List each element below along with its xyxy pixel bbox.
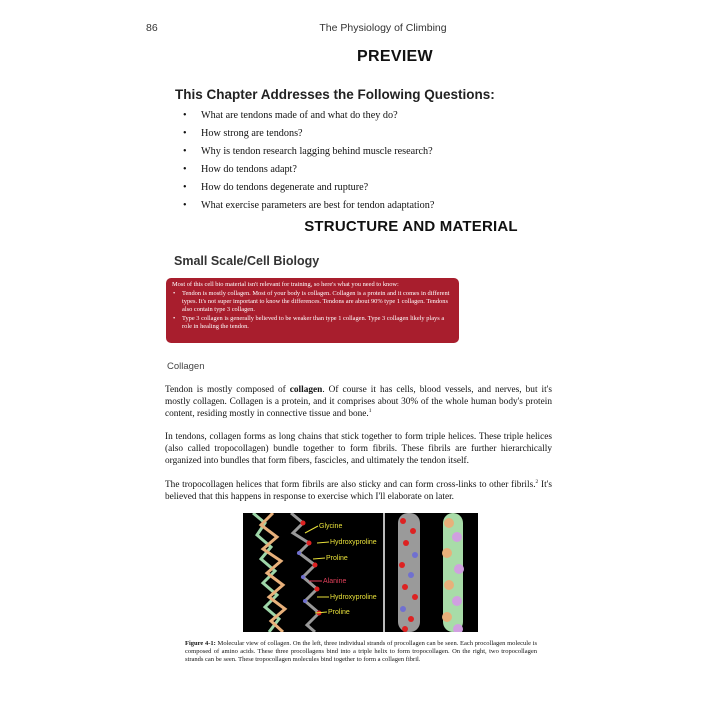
callout-item: [172, 315, 453, 331]
callout-text: Tendon is mostly collagen. Most of your body is collagen. Collagen is a protein and it comes in different types. It's not super important to know the differences. Tendons are about 90% type 1 collagen. Tendons also contain type 3 collagen.: [182, 290, 450, 313]
bullet-icon: •: [183, 128, 187, 139]
label-alanine: Alanine: [323, 578, 347, 585]
text: It's believed that this happens in response to exercise which I'll elaborate on later.: [165, 480, 552, 503]
text: Tendon is mostly composed of: [165, 385, 290, 395]
callout-item: [172, 290, 453, 314]
paragraph: In tendons, collagen forms as long chains that stick together to form triple helices. These triple helices (also called tropocollagen) bundle together to form fibrils. These fibrils are further hierarchically organized into bundles that form fibers, fascicles, and ultimately the tendon itself.: [165, 432, 552, 467]
question-item: [180, 197, 434, 215]
collagen-figure: [243, 513, 478, 632]
label-hydroxyproline-2: Hydroxyproline: [330, 594, 377, 601]
questions-heading: This Chapter Addresses the Following Questions:: [175, 87, 495, 102]
bullet-icon: •: [173, 315, 176, 322]
question-item: [180, 125, 434, 143]
question-text: What are tendons made of and what do they do?: [201, 110, 398, 121]
question-item: [180, 179, 434, 197]
question-text: Why is tendon research lagging behind muscle research?: [201, 146, 433, 157]
label-proline-2: Proline: [328, 609, 350, 616]
caption-text: Molecular view of collagen. On the left, three individual strands of procollagen can be seen. Each procollagen molecule is composed of amino acids. These three procollagens bind into a triple helix to form tropocollagen. On the right, two tropocollagen strands can be seen. These tropocollagen molecules bind together to form a collagen fibril.: [185, 640, 538, 664]
subsection-title: Small Scale/Cell Biology: [174, 254, 320, 268]
bullet-icon: •: [183, 146, 187, 157]
bullet-icon: •: [183, 110, 187, 121]
bullet-icon: •: [183, 164, 187, 175]
collagen-heading: Collagen: [167, 361, 205, 372]
footnote-ref[interactable]: 1: [368, 408, 372, 415]
caption-label: Figure 4-1:: [185, 640, 216, 647]
text: . Of course it has cells, blood vessels, and nerves, but it's mostly collagen. Collagen is a protein, and it comprises about 30% of the whole human body's protein content, residing mostly in connective tissue and bone.: [165, 385, 552, 420]
callout-text: Type 3 collagen is generally believed to be weaker than type 1 collagen. Type 3 collagen likely plays a role in healing the tendon.: [182, 315, 445, 330]
label-proline: Proline: [326, 555, 348, 562]
callout-intro: Most of this cell bio material isn't relevant for training, so here's what you need to know:: [172, 281, 399, 288]
paragraph: [165, 384, 552, 421]
figure-caption: [185, 640, 537, 665]
molecular-illustration: [243, 513, 478, 632]
paragraph: [165, 479, 552, 503]
question-item: [180, 161, 434, 179]
bullet-icon: •: [173, 290, 176, 297]
question-text: How do tendons adapt?: [201, 164, 297, 175]
callout-list: [172, 290, 453, 331]
question-item: [180, 143, 434, 161]
questions-list: [180, 107, 434, 215]
label-glycine: Glycine: [319, 523, 343, 530]
running-title: The Physiology of Climbing: [319, 22, 447, 34]
question-text: How do tendons degenerate and rupture?: [201, 182, 369, 193]
label-hydroxyproline: Hydroxyproline: [330, 539, 377, 546]
bullet-icon: •: [183, 182, 187, 193]
bullet-icon: •: [183, 200, 187, 211]
callout-box: [166, 278, 459, 343]
page-number: 86: [146, 22, 158, 34]
preview-title: PREVIEW: [357, 48, 433, 65]
footnote-ref[interactable]: 2: [535, 478, 539, 485]
bold-term: collagen: [289, 385, 323, 395]
text: The tropocollagen helices that form fibrils are also sticky and can form cross-links to other fibrils.: [165, 480, 536, 490]
question-text: How strong are tendons?: [201, 128, 303, 139]
tropocollagen-helix-gray: [398, 513, 420, 632]
tropocollagen-helix-colored: [442, 513, 464, 632]
question-text: What exercise parameters are best for tendon adaptation?: [201, 200, 435, 211]
question-item: [180, 107, 434, 125]
section-title: STRUCTURE AND MATERIAL: [304, 218, 518, 235]
